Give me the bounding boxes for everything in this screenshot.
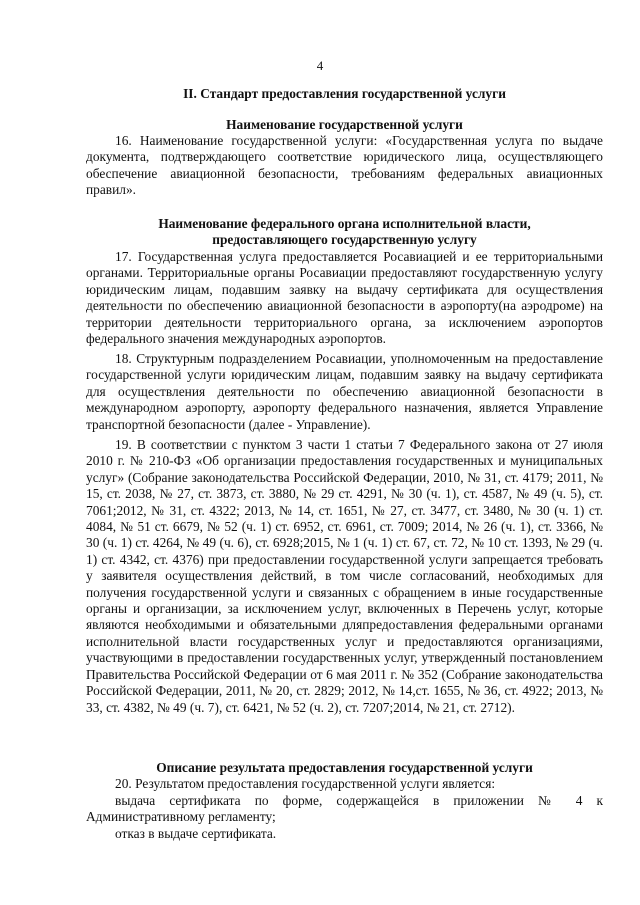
- paragraph-20-item-refusal: отказ в выдаче сертификата.: [115, 826, 277, 841]
- paragraph-20: 20. Результатом предоставления государственной услуги является:: [115, 776, 496, 791]
- paragraph-19: 19. В соответствии с пунктом 3 части 1 статьи 7 Федерального закона от 27 июля 2010 г. № 210-ФЗ «Об организации предоставления государственных и муниципальных услуг» (Собрание законодательства Российской Федерации, 2010, № 31, ст. 4179; 2011, № 15, ст. 2038, № 27, ст. 3873, ст. 3880, № 29 ст. 4291, № 30 (ч. 1), ст. 4587, № 49 (ч. 5), ст. 7061;2012, № 31, ст. 4322; 2013, № 14, ст. 1651, № 27, ст. 3477, ст. 3480, № 30 (ч. 1) ст. 4084, № 51 ст. 6679, № 52 (ч. 1) ст. 6952, ст. 6961, ст. 7009; 2014, № 26 (ч. 1), ст. 3366, № 30 (ч. 1) ст. 4264, № 49 (ч. 6), ст. 6928;2015, № 1 (ч. 1) ст. 67, ст. 72, № 10 ст. 1393, № 29 (ч. 1) ст. 4342, ст. 4376) при предоставлении государственной услуги запрещается требовать у заявителя осуществления действий, в том числе согласований, необходимых для получения государственной услуги и связанных с обращением в иные государственные органы и организации, за исключением услуг, включенных в Перечень услуг, которые являются необходимыми и обязательными дляпредоставления федеральными органами исполнительной власти государственных услуг и предоставляются организациями, участвующими в предоставлении государственных услуг, утвержденный постановлением Правительства Российской Федерации от 6 мая 2011 г. № 352 (Собрание законодательства Российской Федерации, 2011, № 20, ст. 2829; 2012, № 14,ст. 1655, № 36, ст. 4922; 2013, № 33, ст. 4382, № 49 (ч. 7), ст. 6421, № 52 (ч. 2), ст. 7207;2014, № 21, ст. 2712).: [86, 437, 603, 715]
- heading-authority-line2: предоставляющего государственную услугу: [212, 232, 477, 247]
- heading-service-name: Наименование государственной услуги: [226, 117, 463, 132]
- paragraph-20-item-issue: выдача сертификата по форме, содержащейся в приложении № 4 к Административному регламенту;: [86, 793, 603, 825]
- paragraph-18: 18. Структурным подразделением Росавиации, уполномоченным на предоставление государственной услуги юридическим лицам, подавшим заявку на выдачу сертификата для осуществления деятельности по обеспечению авиационной безопасности в международном аэропорту, аэропорту федерального назначения, является Управление транспортной безопасности (далее - Управление).: [86, 351, 603, 432]
- section-title: II. Стандарт предоставления государственной услуги: [183, 86, 506, 101]
- heading-authority-line1: Наименование федерального органа исполнительной власти,: [158, 216, 531, 231]
- paragraph-17: 17. Государственная услуга предоставляется Росавиацией и ее территориальными органами. Территориальные органы Росавиации предоставляют государственную услугу юридическим лицам, подавшим заявку на выдачу сертификата для осуществления деятельности по обеспечению авиационной безопасности в аэропорту(на аэродроме) на территории деятельности территориального органа, за исключением аэропортов федерального значения международных аэропортов.: [86, 249, 603, 347]
- page-number: 4: [316, 58, 324, 73]
- heading-result: Описание результата предоставления государственной услуги: [156, 760, 533, 775]
- paragraph-16: 16. Наименование государственной услуги: «Государственная услуга по выдаче документа, подтверждающего соответствие юридического лица, осуществляющего обеспечение авиационной безопасности, требованиям федеральных авиационных правил».: [86, 133, 603, 198]
